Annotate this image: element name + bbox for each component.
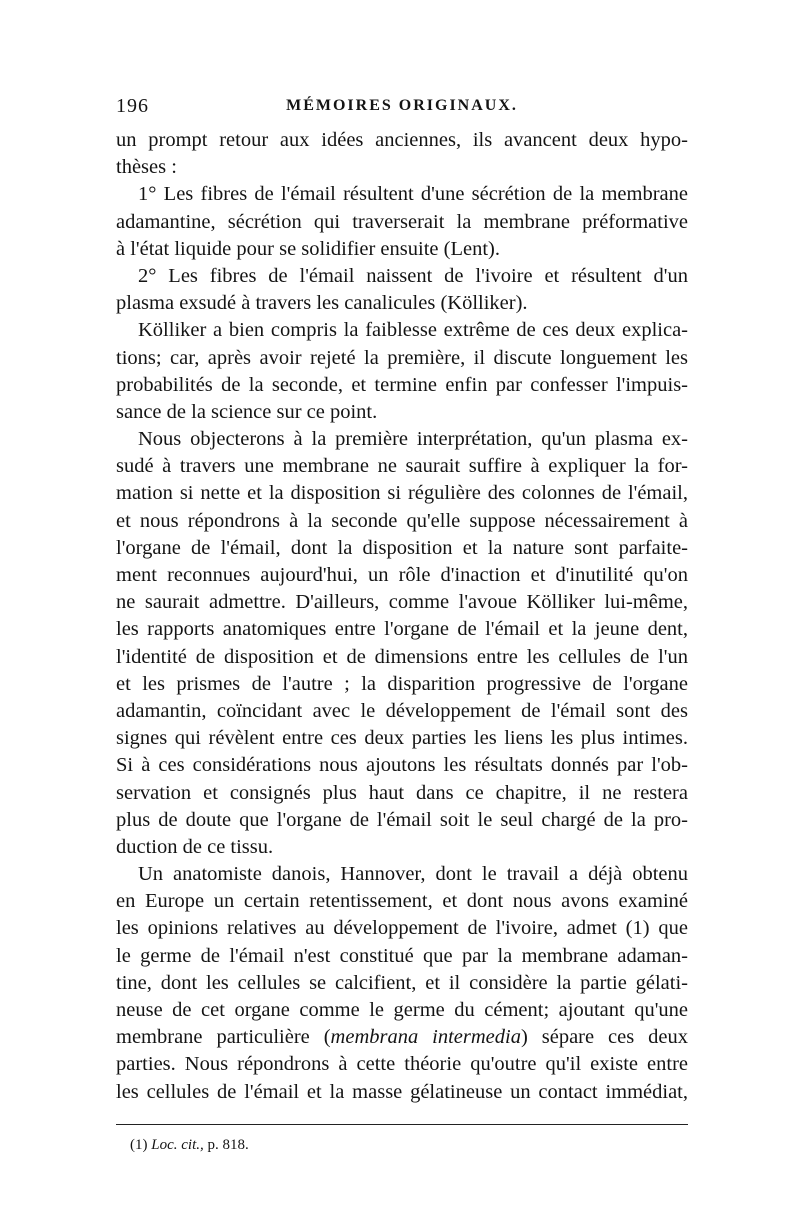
text-line: ne saurait admettre. D'ailleurs, comme l'avoue Kölliker lui-même, xyxy=(116,591,688,614)
text-line: signes qui révèlent entre ces deux parties les liens les plus intimes. xyxy=(116,727,688,750)
text-line: mation si nette et la disposition si régulière des colonnes de l'émail, xyxy=(116,482,688,505)
text-line: plasma exsudé à travers les canalicules (Kölliker). xyxy=(116,292,528,315)
text-line: Si à ces considérations nous ajoutons les résultats donnés par l'ob- xyxy=(116,754,688,777)
text-line: et les prismes de l'autre ; la disparition progressive de l'organe xyxy=(116,672,688,695)
text-line: les rapports anatomiques entre l'organe de l'émail et la jeune dent, xyxy=(116,618,688,641)
text-line: un prompt retour aux idées anciennes, ils avancent deux hypo- xyxy=(116,129,688,151)
footnote xyxy=(130,1137,249,1154)
latin-term: membrana intermedia xyxy=(330,1026,521,1049)
text-line: les cellules de l'émail et la masse gélatineuse un contact immédiat, xyxy=(116,1080,688,1103)
text-line: plus de doute que l'organe de l'émail soit le seul chargé de la pro- xyxy=(116,808,688,831)
page-number: 196 xyxy=(116,95,149,117)
text-line: thèses : xyxy=(116,156,177,179)
text-line: sudé à travers une membrane ne saurait suffire à expliquer la for- xyxy=(116,455,688,478)
text-line: le germe de l'émail n'est constitué que par la membrane adaman- xyxy=(116,944,688,967)
text-line: ment reconnues aujourd'hui, un rôle d'inaction et d'inutilité qu'on xyxy=(116,564,688,586)
text-line: Un anatomiste danois, Hannover, dont le travail a déjà obtenu xyxy=(138,863,688,886)
footnote-ref: Loc. cit., xyxy=(151,1137,204,1153)
text-line: en Europe un certain retentissement, et dont nous avons examiné xyxy=(116,890,688,913)
text-line: les opinions relatives au développement de l'ivoire, admet (1) que xyxy=(116,917,688,940)
text-line: l'organe de l'émail, dont la disposition et la nature sont parfaite- xyxy=(116,536,688,559)
text-line: membrane particulière (membrana intermedia) sépare ces deux xyxy=(116,1026,688,1049)
text-line: sance de la science sur ce point. xyxy=(116,400,378,423)
text-line: adamantin, coïncidant avec le développement de l'émail sont des xyxy=(116,699,688,722)
page-header xyxy=(116,95,688,123)
footnote-rule xyxy=(116,1124,688,1125)
running-title: MÉMOIRES ORIGINAUX. xyxy=(286,97,518,114)
text-line: duction de ce tissu. xyxy=(116,835,274,858)
text-line: 1° Les fibres de l'émail résultent d'une sécrétion de la membrane xyxy=(138,183,688,206)
text-line: servation et consignés plus haut dans ce chapitre, il ne restera xyxy=(116,781,688,804)
text-line: tine, dont les cellules se calcifient, et il considère la partie gélati- xyxy=(116,971,688,994)
footnote-marker: (1) xyxy=(130,1137,148,1153)
text-line: Nous objecterons à la première interprétation, qu'un plasma ex- xyxy=(138,428,688,451)
footnote-page: p. 818. xyxy=(207,1137,249,1153)
text-line: probabilités de la seconde, et termine enfin par confesser l'impuis- xyxy=(116,373,688,396)
text-line: tions; car, après avoir rejeté la première, il discute longuement les xyxy=(116,346,688,369)
text-line: Kölliker a bien compris la faiblesse extrême de ces deux explica- xyxy=(138,319,688,342)
text-line: 2° Les fibres de l'émail naissent de l'ivoire et résultent d'un xyxy=(138,264,688,287)
text-line: à l'état liquide pour se solidifier ensuite (Lent). xyxy=(116,237,500,260)
text-line: l'identité de disposition et de dimensions entre les cellules de l'un xyxy=(116,645,688,668)
text-line: adamantine, sécrétion qui traverserait la membrane préformative xyxy=(116,210,688,233)
text-line: neuse de cet organe comme le germe du cément; ajoutant qu'une xyxy=(116,999,688,1021)
body-text xyxy=(116,127,688,1106)
text-line: parties. Nous répondrons à cette théorie qu'outre qu'il existe entre xyxy=(116,1053,688,1076)
text-line: et nous répondrons à la seconde qu'elle suppose nécessairement à xyxy=(116,509,688,532)
